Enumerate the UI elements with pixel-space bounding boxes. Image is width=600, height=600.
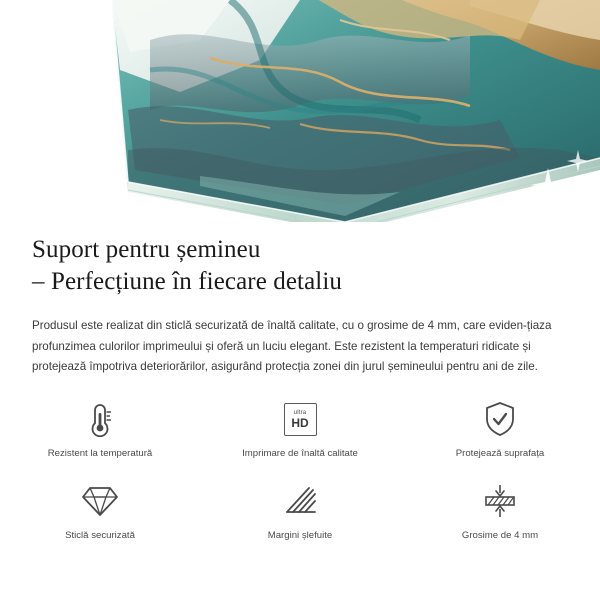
feature-item-thickness: [400, 480, 600, 562]
feature-label: Sticlă securizată: [65, 530, 135, 541]
shield-check-icon: [483, 398, 517, 440]
feature-item-tempered-glass: [0, 480, 200, 562]
thermometer-icon: [83, 398, 117, 440]
feature-label: Rezistent la temperatură: [47, 448, 153, 459]
feature-label: Protejează suprafața: [455, 448, 545, 459]
feature-label: Grosime de 4 mm: [461, 530, 539, 541]
description-content: [0, 222, 600, 378]
marble-glass-panel-illustration: [0, 0, 600, 222]
feature-item-surface-protection: [400, 398, 600, 480]
diamond-icon: [81, 480, 119, 522]
hero-product-image: [0, 0, 600, 222]
feature-label: Imprimare de înaltă calitate: [242, 448, 358, 459]
ultra-hd-icon: [284, 398, 317, 440]
thickness-4mm-icon: [480, 480, 520, 522]
headline-line-1: Suport pentru șemineu: [32, 236, 261, 263]
polished-edges-icon: [282, 480, 318, 522]
feature-item-polished-edges: [200, 480, 400, 562]
badge-small-text: ultra: [293, 409, 307, 416]
description-paragraph: Produsul este realizat din sticlă securizată de înaltă calitate, cu o grosime de 4 mm, care eviden-țiaza profunzimea culorilor imprimeului și oferă un luciu elegant. Este rezistent la temperaturi ridicate și protejează împotriva deteriorărilor, asigurând protecția zonei din jurul șemineului pentru ani de zile.: [32, 319, 552, 373]
feature-grid: [0, 398, 600, 562]
headline-line-2: – Perfecțiune în fiecare detaliu: [32, 268, 342, 295]
badge-big-text: HD: [291, 415, 309, 430]
feature-label: Margini șlefuite: [267, 530, 333, 541]
feature-item-temperature: [0, 398, 200, 480]
feature-item-print-quality: [200, 398, 400, 480]
page-title: [0, 222, 600, 298]
